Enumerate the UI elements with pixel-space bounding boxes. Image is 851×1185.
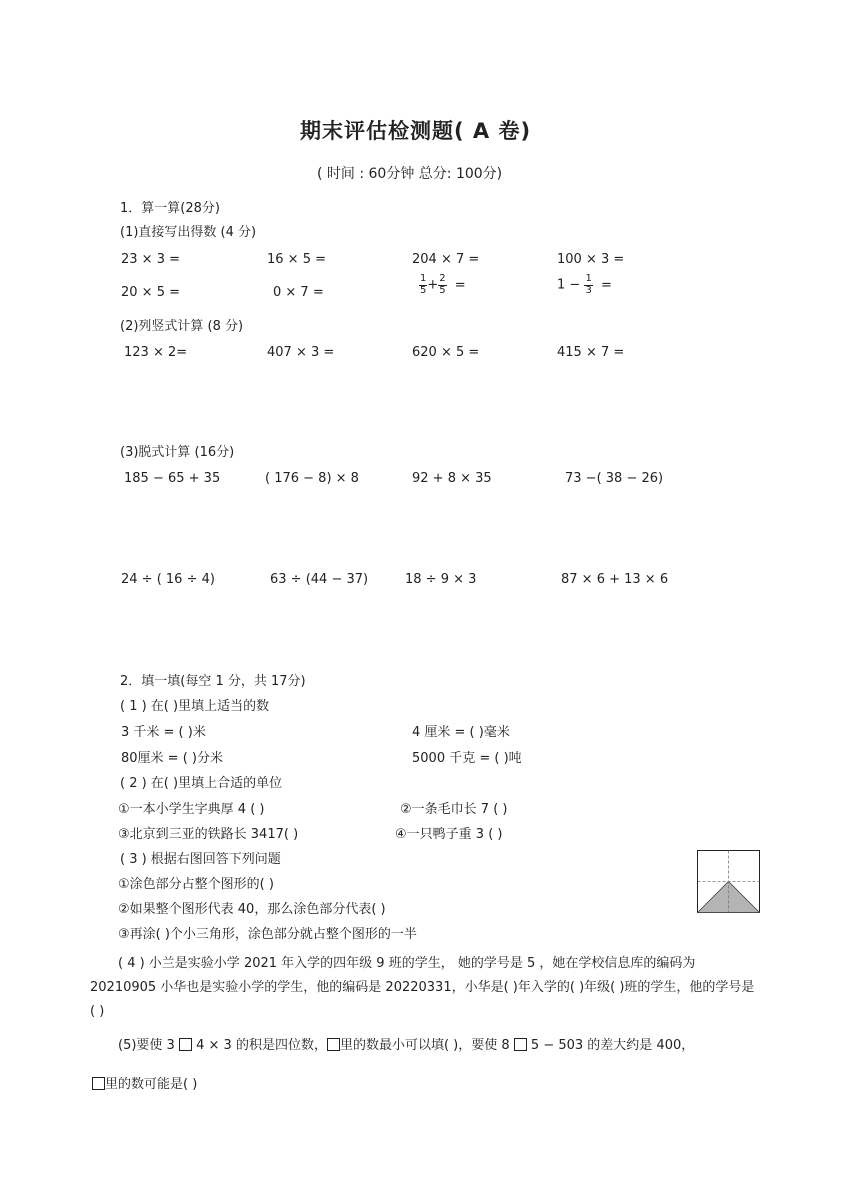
blank-box: [92, 1077, 105, 1090]
problem: 415 × 7 =: [557, 345, 625, 360]
question-5-line1: (5)要使 3 4 × 3 的积是四位数， 里的数最小可以填( )，要使 8 5 − 503 的差大约是 400，: [118, 1038, 695, 1053]
blank-box: [514, 1038, 527, 1051]
fill-item: ①涂色部分占整个图形的( ): [118, 877, 274, 892]
problem: 0 × 7 =: [273, 285, 324, 300]
section1-heading: 1．算一算(28分): [120, 201, 220, 216]
problem: 100 × 3 =: [557, 252, 625, 267]
fraction: $\frac{1}{5}$: [420, 273, 427, 296]
part1-heading: (1)直接写出得数 (4 分): [120, 225, 257, 240]
fill-item: ④一只鸭子重 3 ( ): [395, 827, 503, 842]
fill-item: 5000 千克 = ( )吨: [412, 751, 522, 766]
fill-item: 4 厘米 = ( )毫米: [412, 725, 510, 740]
problem: 620 × 5 =: [412, 345, 480, 360]
problem: 185 − 65 + 35: [124, 471, 221, 486]
fill-item: ②一条毛巾长 7 ( ): [400, 802, 508, 817]
problem: 63 ÷ (44 − 37): [270, 572, 369, 587]
fraction: $\frac{1}{3}$: [585, 273, 592, 296]
fill-item: ③再涂( )个小三角形，涂色部分就占整个图形的一半: [118, 927, 417, 942]
fill-item: 80厘米 = ( )分米: [121, 751, 223, 766]
fill-item: 3 千米 = ( )米: [121, 725, 206, 740]
fill-item: ②如果整个图形代表 40，那么涂色部分代表( ): [118, 902, 386, 917]
fraction: $\frac{2}{5}$: [439, 273, 446, 296]
shaded-square-figure: [697, 850, 760, 913]
fill-part3-heading: ( 3 ) 根据右图回答下列问题: [120, 852, 281, 867]
problem: 204 × 7 =: [412, 252, 480, 267]
part2-heading: (2)列竖式计算 (8 分): [120, 319, 244, 334]
problem: 92 + 8 × 35: [412, 471, 492, 486]
blank-box: [179, 1038, 192, 1051]
problem: 24 ÷ ( 16 ÷ 4): [121, 572, 215, 587]
part3-heading: (3)脱式计算 (16分): [120, 445, 235, 460]
problem: 73 −( 38 − 26): [565, 471, 664, 486]
section2-heading: 2．填一填(每空 1 分，共 17分): [120, 674, 306, 689]
blank-box: [327, 1038, 340, 1051]
fraction-problem: $\frac{1}{5}$ + $\frac{2}{5}$ =: [420, 273, 466, 296]
fill-item: ③北京到三亚的铁路长 3417( ): [118, 827, 299, 842]
problem: 23 × 3 =: [121, 252, 180, 267]
problem: 407 × 3 =: [267, 345, 335, 360]
page-subtitle: ( 时间 : 60分钟 总分: 100分): [317, 166, 503, 182]
fill-part2-heading: ( 2 ) 在( )里填上合适的单位: [120, 776, 283, 791]
page-title: 期末评估检测题( A 卷): [300, 119, 532, 143]
fill-item: ①一本小学生字典厚 4 ( ): [118, 802, 265, 817]
question-4-paragraph: ( 4 ) 小兰是实验小学 2021 年入学的四年级 9 班的学生， 她的学号是 5 ，她在学校信息库的编码为 20210905 小华也是实验小学的学生，他的编码是 20220331，小华是( )年入学的( )年级( )班的学生，他的学号是( ): [90, 956, 755, 1019]
problem: 20 × 5 =: [121, 285, 180, 300]
problem: ( 176 − 8) × 8: [265, 471, 359, 486]
problem: 18 ÷ 9 × 3: [405, 572, 477, 587]
problem: 123 × 2=: [124, 345, 188, 360]
problem: 16 × 5 =: [267, 252, 326, 267]
fraction-problem: 1 − $\frac{1}{3}$ =: [557, 273, 612, 296]
question-5-line2: 里的数可能是( ): [92, 1077, 197, 1091]
fill-part1-heading: ( 1 ) 在( )里填上适当的数: [120, 699, 270, 714]
problem: 87 × 6 + 13 × 6: [561, 572, 669, 587]
